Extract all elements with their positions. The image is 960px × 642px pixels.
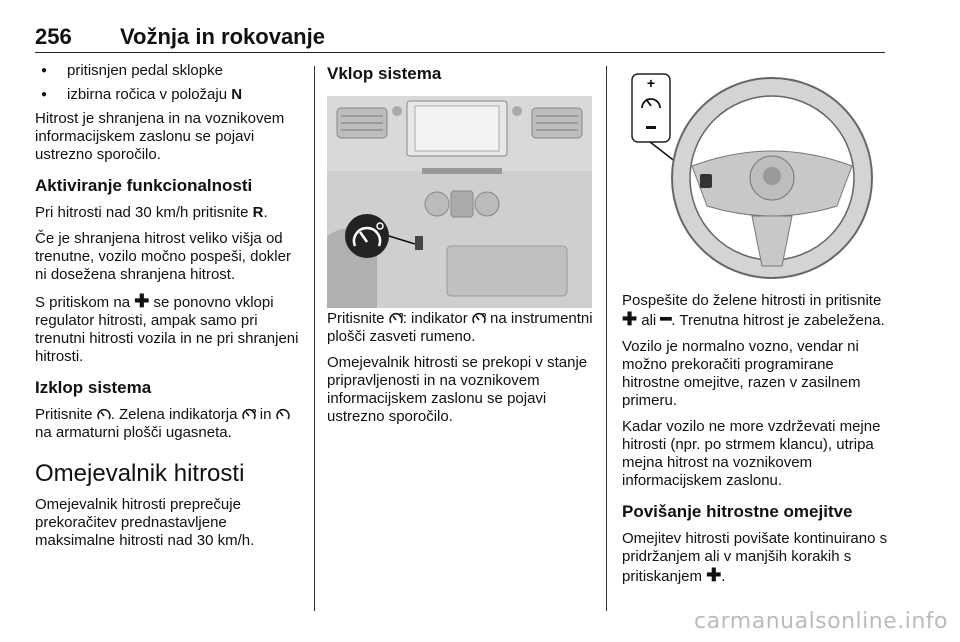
page-title: Vožnja in rokovanje — [120, 24, 325, 49]
page-number: 256 — [35, 24, 72, 49]
column-divider — [606, 66, 607, 611]
cruise-control-icon — [276, 408, 290, 421]
watermark: carmanualsonline.info — [694, 609, 948, 634]
paragraph: Kadar vozilo ne more vzdrževati mejne hitrosti (npr. po strmem klancu), utripa mejna hitrost na voznikovem informacijskem zaslonu. — [622, 418, 881, 489]
paragraph: Omejevalnik hitrosti se prekopi v stanje pripravljenosti in na voznikovem informacijskem zaslonu se pojavi ustrezno sporočilo. — [327, 354, 588, 425]
column-1 — [35, 62, 303, 558]
section-heading: Aktiviranje funkcionalnosti — [35, 176, 253, 195]
dashboard-illustration — [327, 96, 592, 308]
cruise-control-icon — [97, 408, 111, 421]
plus-icon: ✚ — [706, 565, 722, 585]
paragraph: Pospešite do želene hitrosti in pritisnite ✚ ali ━. Trenutna hitrost je zabeležena. — [622, 292, 885, 329]
plus-icon: + — [646, 75, 656, 91]
list-item: ● pritisnjen pedal sklopke — [35, 62, 303, 80]
paragraph: Hitrost je shranjena in na voznikovem informacijskem zaslonu se pojavi ustrezno sporočilo. — [35, 110, 285, 163]
section-heading: Vklop sistema — [327, 64, 442, 83]
speed-limiter-icon — [472, 312, 486, 325]
paragraph: Pritisnite : indikator na instrumentni plošči zasveti rumeno. — [327, 310, 593, 345]
section-heading: Omejevalnik hitrosti — [35, 460, 245, 487]
paragraph: Omejevalnik hitrosti preprečuje prekoračitev prednastavljene maksimalne hitrosti nad 30 km/h. — [35, 496, 255, 549]
page-header — [35, 24, 885, 53]
plus-icon: ✚ — [134, 291, 150, 311]
minus-icon — [646, 126, 656, 129]
paragraph: Vozilo je normalno vozno, vendar ni možno prekoračiti programirane hitrostne omejitve, razen v zasilnem primeru. — [622, 338, 861, 409]
list-item: ● izbirna ročica v položaju N — [35, 86, 303, 104]
paragraph: Če je shranjena hitrost veliko višja od trenutne, vozilo močno pospeši, dokler ni dosežena shranjena hitrost. — [35, 230, 291, 283]
section-heading: Izklop sistema — [35, 378, 152, 397]
steering-wheel-illustration — [622, 66, 887, 288]
section-heading: Povišanje hitrostne omejitve — [622, 502, 853, 521]
paragraph: Pritisnite . Zelena indikatorja in na armaturni plošči ugasneta. — [35, 406, 303, 442]
paragraph: Omejitev hitrosti povišate kontinuirano s pridržanjem ali v manjših korakih s pritiskanjem ✚. — [622, 530, 888, 585]
speed-limiter-icon — [389, 312, 403, 325]
paragraph: Pri hitrosti nad 30 km/h pritisnite R. — [35, 204, 268, 221]
column-3 — [622, 292, 890, 594]
column-divider — [314, 66, 315, 611]
plus-icon: ✚ — [622, 309, 638, 329]
speed-limiter-icon — [242, 408, 256, 421]
paragraph: S pritiskom na ✚ se ponovno vklopi regulator hitrosti, ampak samo pri trenutni hitrosti vozila in ne pri shranjeni hitrosti. — [35, 291, 299, 365]
minus-icon: ━ — [660, 309, 672, 329]
